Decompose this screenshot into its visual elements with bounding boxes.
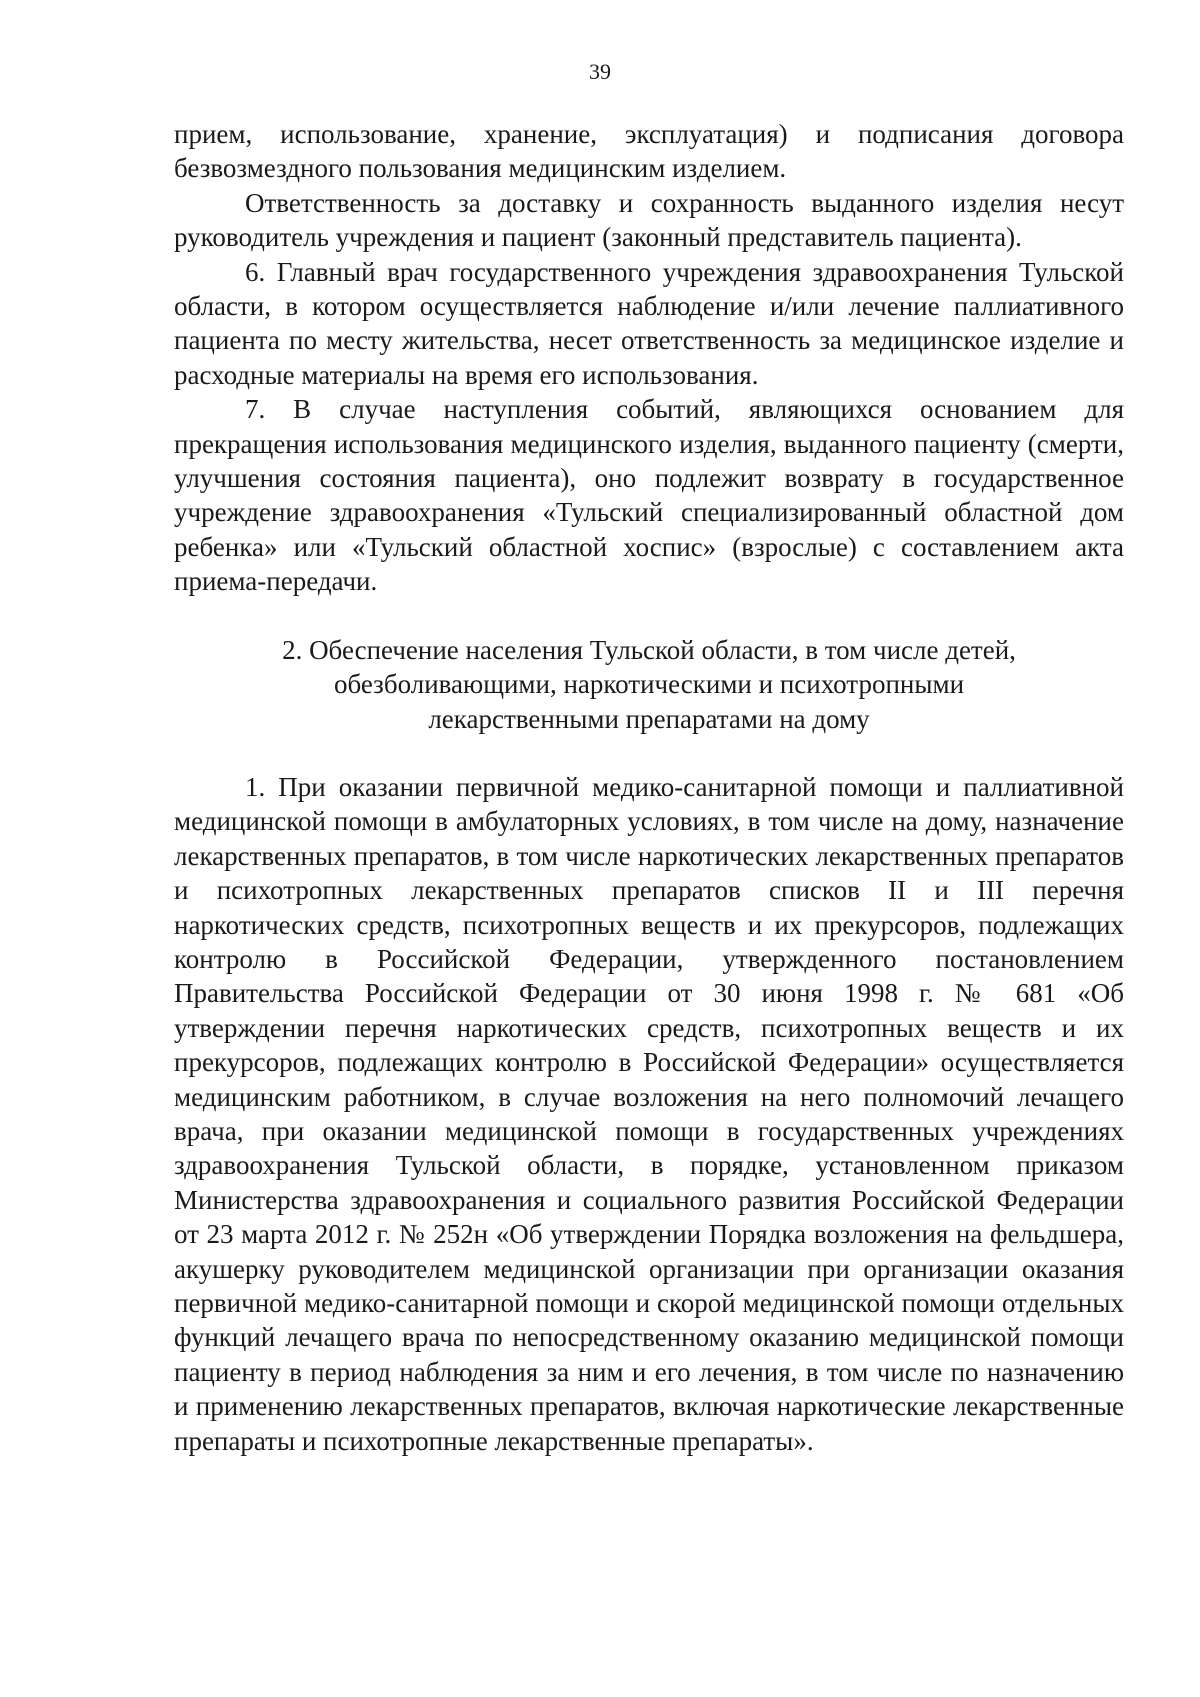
section-heading-line: обезболивающими, наркотическими и психотропными [333, 669, 965, 700]
paragraph-item-6: 6. Главный врач государственного учреждения здравоохранения Тульской области, в котором осуществляется наблюдение и/или лечение паллиативного пациента по месту жительства, несет ответственность за медицинское изделие и расходные материалы на время его использования. [174, 256, 1124, 390]
section-heading-line: лекарственными препаратами на дому [428, 703, 870, 734]
document-body [174, 117, 1124, 1458]
paragraph-continuation: прием, использование, хранение, эксплуатация) и подписания договора безвозмездного пользования медицинским изделием. [174, 119, 1124, 184]
paragraph-item-7: 7. В случае наступления событий, являющихся основанием для прекращения использования медицинского изделия, выданного пациенту (смерти, улучшения состояния пациента), оно подлежит возврату в государственное учреждение здравоохранения «Тульский специализированный областной дом ребенка» или «Тульский областной хоспис» (взрослые) с составлением акта приема-передачи. [174, 394, 1124, 597]
paragraph-section-item-1: 1. При оказании первичной медико-санитарной помощи и паллиативной медицинской помощи в амбулаторных условиях, в том числе на дому, назначение лекарственных препаратов, в том числе наркотических лекарственных препаратов и психотропных лекарственных препаратов списков II и III перечня наркотических средств, психотропных веществ и их прекурсоров, подлежащих контролю в Российской Федерации, утвержденного постановлением Правительства Российской Федерации от 30 июня 1998 г. № 681 «Об утверждении перечня наркотических средств, психотропных веществ и их прекурсоров, подлежащих контролю в Российской Федерации» осуществляется медицинским работником, в случае возложения на него полномочий лечащего врача, при оказании медицинской помощи в государственных учреждениях здравоохранения Тульской области, в порядке, установленном приказом Министерства здравоохранения и социального развития Российской Федерации от 23 марта 2012 г. № 252н «Об утверждении Порядка возложения на фельдшера, акушерку руководителем медицинской организации при организации оказания первичной медико-санитарной помощи и скорой медицинской помощи отдельных функций лечащего врача по непосредственному оказанию медицинской помощи пациенту в период наблюдения за ним и его лечения, в том числе по назначению и применению лекарственных препаратов, включая наркотические лекарственные препараты и психотропные лекарственные препараты». [174, 771, 1124, 1456]
paragraph-responsibility: Ответственность за доставку и сохранность выданного изделия несут руководитель учреждения и пациент (законный представитель пациента). [174, 187, 1124, 253]
section-heading-line: 2. Обеспечение населения Тульской области, в том числе детей, [282, 634, 1016, 665]
page-number: 39 [589, 59, 611, 84]
section-heading [174, 633, 1124, 736]
